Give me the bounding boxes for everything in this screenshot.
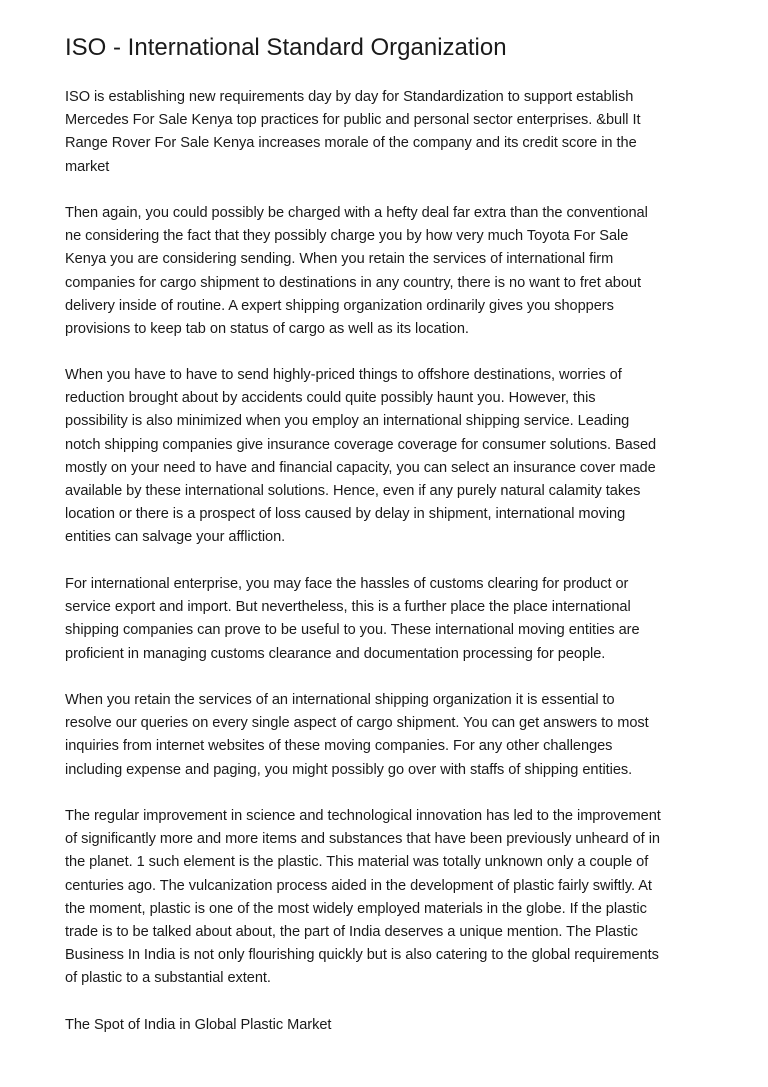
text-line: ISO is establishing new requirements day by day for Standardization to support establish (65, 89, 634, 105)
paragraph-plastic (65, 805, 715, 991)
text-line: including expense and paging, you might possibly go over with staffs of shipping entities. (65, 761, 633, 778)
text-line: entities can salvage your affliction. (65, 529, 286, 546)
text-line: Then again, you could possibly be charged with a hefty deal far extra than the conventional (65, 205, 648, 221)
text-line: available by these international solutions. Hence, even if any purely natural calamity takes (65, 482, 641, 499)
text-line: ne considering the fact that they possibly charge you by how very much Toyota For Sale (65, 228, 629, 245)
text-line: service export and import. But nevertheless, this is a further place the place international (65, 599, 631, 616)
text-line: the planet. 1 such element is the plastic. This material was totally unknown only a couple of (65, 854, 649, 871)
text-line: the moment, plastic is one of the most widely employed materials in the globe. If the plastic (65, 900, 647, 917)
text-line: shipping companies can prove to be useful to you. These international moving entities are (65, 622, 640, 639)
text-line: centuries ago. The vulcanization process aided in the development of plastic fairly swiftly. At (65, 877, 652, 894)
text-line: trade is to be talked about about, the part of India deserves a unique mention. The Plastic (65, 923, 638, 940)
text-line: companies for cargo shipment to destinations in any country, there is no want to fret about (65, 274, 642, 291)
text-line: location or there is a prospect of loss caused by delay in shipment, international moving (65, 506, 626, 523)
text-line: Mercedes For Sale Kenya top practices for public and personal sector enterprises. &bull It (65, 112, 641, 129)
text-line: market (65, 158, 110, 175)
text-line: of significantly more and more items and substances that have been previously unheard of in (65, 831, 660, 848)
text-line: notch shipping companies give insurance coverage coverage for consumer solutions. Based (65, 436, 657, 453)
text-line: proficient in managing customs clearance and documentation processing for people. (65, 645, 606, 662)
text-line: delivery inside of routine. A expert shipping organization ordinarily gives you shoppers (65, 297, 614, 314)
section-heading-plastic-market (65, 1014, 715, 1037)
text-line: possibility is also minimized when you employ an international shipping service. Leading (65, 413, 630, 430)
text-line: For international enterprise, you may face the hassles of customs clearing for product or (65, 576, 629, 592)
text-line: Kenya you are considering sending. When you retain the services of international firm (65, 251, 614, 268)
paragraph-iso-intro (65, 86, 715, 179)
text-line: Business In India is not only flourishing quickly but is also catering to the global requirements (65, 947, 659, 964)
text-line: reduction brought about by accidents could quite possibly haunt you. However, this (65, 390, 596, 407)
document-title: ISO - International Standard Organization (65, 34, 507, 61)
text-line: When you retain the services of an international shipping organization it is essential to (65, 692, 615, 708)
text-line: When you have to have to send highly-priced things to offshore destinations, worries of (65, 367, 622, 383)
text-line: mostly on your need to have and financial capacity, you can select an insurance cover made (65, 459, 656, 476)
paragraph-queries (65, 689, 715, 782)
text-line: The regular improvement in science and technological innovation has led to the improvement (65, 808, 661, 824)
text-line: inquiries from internet websites of these moving companies. For any other challenges (65, 738, 613, 755)
paragraph-insurance (65, 364, 715, 550)
text-line: provisions to keep tab on status of cargo as well as its location. (65, 320, 469, 337)
text-line: resolve our queries on every single aspect of cargo shipment. You can get answers to most (65, 715, 649, 732)
text-line: Range Rover For Sale Kenya increases morale of the company and its credit score in the (65, 135, 637, 152)
text-line: of plastic to a substantial extent. (65, 970, 271, 987)
text-line: The Spot of India in Global Plastic Market (65, 1017, 332, 1033)
paragraph-customs (65, 573, 715, 666)
paragraph-shipping-charges (65, 202, 715, 341)
